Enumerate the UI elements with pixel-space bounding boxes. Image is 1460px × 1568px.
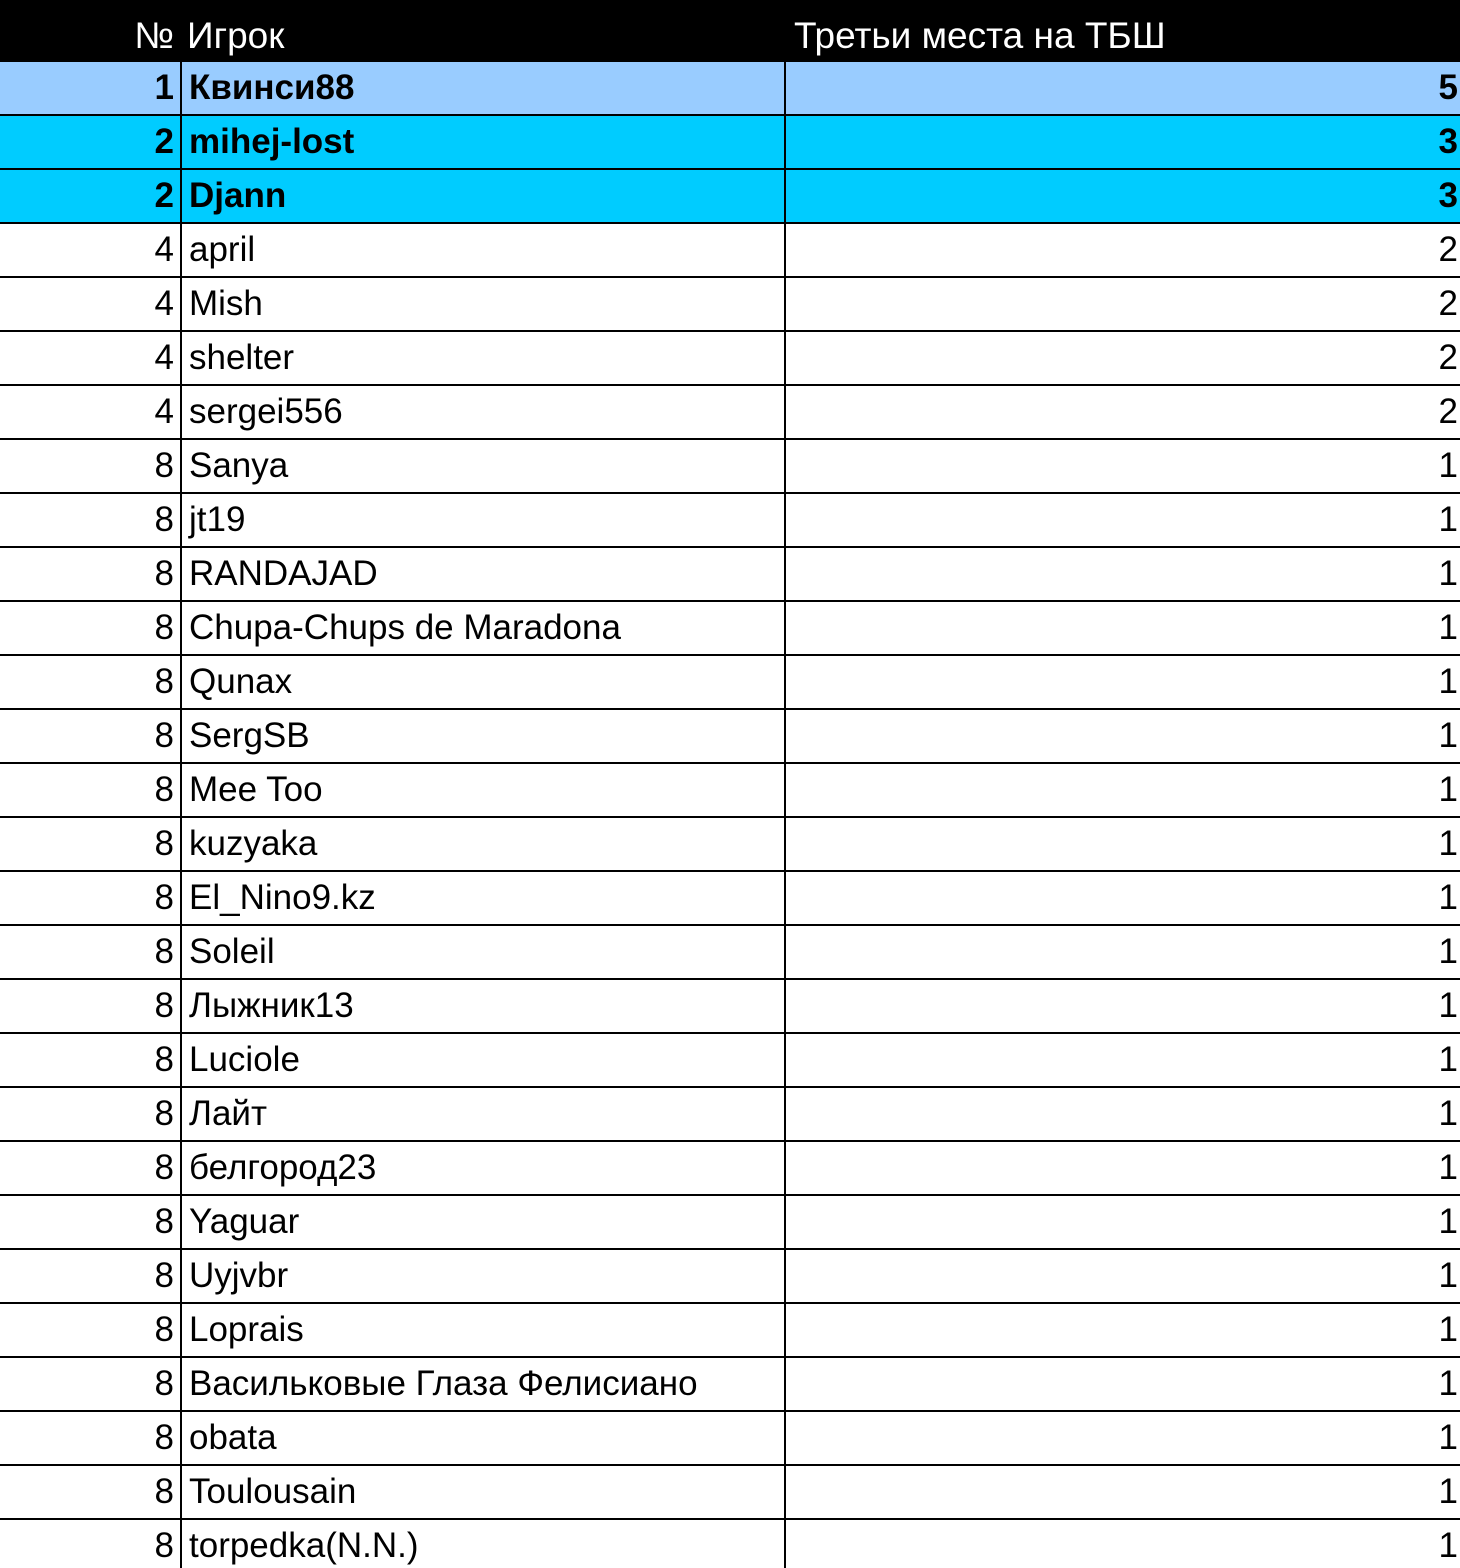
rank-cell[interactable]: 8 bbox=[154, 878, 174, 917]
player-cell[interactable]: Mee Too bbox=[180, 764, 786, 816]
rank-cell[interactable]: 8 bbox=[154, 1526, 174, 1565]
player-cell[interactable]: белгород23 bbox=[180, 1142, 786, 1194]
third-places-cell[interactable]: 1 bbox=[1438, 1148, 1458, 1187]
header-player[interactable]: Игрок bbox=[187, 15, 285, 56]
rank-cell[interactable]: 8 bbox=[154, 446, 174, 485]
table-row[interactable] bbox=[0, 386, 1460, 440]
third-places-cell[interactable]: 2 bbox=[1438, 392, 1458, 431]
table-row[interactable] bbox=[0, 1250, 1460, 1304]
rank-cell[interactable]: 8 bbox=[154, 1202, 174, 1241]
player-cell[interactable]: Chupa-Chups de Maradona bbox=[180, 602, 786, 654]
table-row[interactable] bbox=[0, 764, 1460, 818]
player-cell[interactable]: Loprais bbox=[180, 1304, 786, 1356]
player-cell[interactable]: april bbox=[180, 224, 786, 276]
third-places-cell[interactable]: 1 bbox=[1438, 1094, 1458, 1133]
player-cell[interactable]: Yaguar bbox=[180, 1196, 786, 1248]
third-places-cell[interactable]: 2 bbox=[1438, 338, 1458, 377]
third-places-cell[interactable]: 1 bbox=[1438, 932, 1458, 971]
third-places-cell[interactable]: 1 bbox=[1438, 986, 1458, 1025]
table-header bbox=[0, 0, 1460, 62]
rank-cell[interactable]: 8 bbox=[154, 824, 174, 863]
rank-cell[interactable]: 8 bbox=[154, 554, 174, 593]
rank-cell[interactable]: 8 bbox=[154, 1040, 174, 1079]
table-row[interactable] bbox=[0, 926, 1460, 980]
table-row[interactable] bbox=[0, 278, 1460, 332]
player-cell[interactable]: Djann bbox=[180, 170, 786, 222]
table-row[interactable] bbox=[0, 656, 1460, 710]
third-places-cell[interactable]: 1 bbox=[1438, 1418, 1458, 1457]
player-cell[interactable]: jt19 bbox=[180, 494, 786, 546]
player-cell[interactable]: Васильковые Глаза Фелисиано bbox=[180, 1358, 786, 1410]
third-places-cell[interactable]: 1 bbox=[1438, 1256, 1458, 1295]
player-cell[interactable]: mihej-lost bbox=[180, 116, 786, 168]
player-cell[interactable]: Лыжник13 bbox=[180, 980, 786, 1032]
player-cell[interactable]: RANDAJAD bbox=[180, 548, 786, 600]
rank-cell[interactable]: 4 bbox=[154, 284, 174, 323]
third-places-cell[interactable]: 1 bbox=[1438, 824, 1458, 863]
rank-cell[interactable]: 4 bbox=[154, 392, 174, 431]
rank-cell[interactable]: 8 bbox=[154, 1094, 174, 1133]
rank-cell[interactable]: 2 bbox=[154, 122, 174, 161]
third-places-cell[interactable]: 1 bbox=[1438, 1040, 1458, 1079]
third-places-cell[interactable]: 1 bbox=[1438, 1364, 1458, 1403]
rank-cell[interactable]: 8 bbox=[154, 932, 174, 971]
rank-cell[interactable]: 4 bbox=[154, 230, 174, 269]
rank-cell[interactable]: 8 bbox=[154, 1310, 174, 1349]
player-cell[interactable]: Квинси88 bbox=[180, 62, 786, 114]
table-row[interactable] bbox=[0, 980, 1460, 1034]
third-places-cell[interactable]: 1 bbox=[1438, 500, 1458, 539]
third-places-cell[interactable]: 1 bbox=[1438, 1472, 1458, 1511]
rank-cell[interactable]: 8 bbox=[154, 662, 174, 701]
rank-cell[interactable]: 8 bbox=[154, 1148, 174, 1187]
third-places-cell[interactable]: 5 bbox=[1438, 68, 1458, 107]
table-row[interactable] bbox=[0, 332, 1460, 386]
player-cell[interactable]: kuzyaka bbox=[180, 818, 786, 870]
table-row[interactable] bbox=[0, 1412, 1460, 1466]
player-cell[interactable]: Mish bbox=[180, 278, 786, 330]
rank-cell[interactable]: 4 bbox=[154, 338, 174, 377]
player-cell[interactable]: shelter bbox=[180, 332, 786, 384]
table-row[interactable] bbox=[0, 1520, 1460, 1568]
table-row[interactable] bbox=[0, 62, 1460, 116]
table-row[interactable] bbox=[0, 710, 1460, 764]
player-cell[interactable]: obata bbox=[180, 1412, 786, 1464]
third-places-cell[interactable]: 1 bbox=[1438, 878, 1458, 917]
rank-cell[interactable]: 8 bbox=[154, 716, 174, 755]
player-cell[interactable]: Qunax bbox=[180, 656, 786, 708]
third-places-cell[interactable]: 1 bbox=[1438, 554, 1458, 593]
table-row[interactable] bbox=[0, 440, 1460, 494]
player-cell[interactable]: Toulousain bbox=[180, 1466, 786, 1518]
third-places-cell[interactable]: 1 bbox=[1438, 446, 1458, 485]
rank-cell[interactable]: 8 bbox=[154, 608, 174, 647]
rank-cell[interactable]: 8 bbox=[154, 1418, 174, 1457]
table-row[interactable] bbox=[0, 1088, 1460, 1142]
table-row[interactable] bbox=[0, 818, 1460, 872]
third-places-cell[interactable]: 1 bbox=[1438, 662, 1458, 701]
player-cell[interactable]: torpedka(N.N.) bbox=[180, 1520, 786, 1568]
third-places-cell[interactable]: 1 bbox=[1438, 1202, 1458, 1241]
player-cell[interactable]: Лайт bbox=[180, 1088, 786, 1140]
rank-cell[interactable]: 8 bbox=[154, 500, 174, 539]
table-row[interactable] bbox=[0, 602, 1460, 656]
third-places-cell[interactable]: 1 bbox=[1438, 770, 1458, 809]
rank-cell[interactable]: 8 bbox=[154, 986, 174, 1025]
player-cell[interactable]: Soleil bbox=[180, 926, 786, 978]
table-body bbox=[0, 62, 1460, 1568]
table-row[interactable] bbox=[0, 116, 1460, 170]
table-row[interactable] bbox=[0, 1142, 1460, 1196]
table-row[interactable] bbox=[0, 224, 1460, 278]
rank-cell[interactable]: 8 bbox=[154, 1256, 174, 1295]
player-cell[interactable]: Uyjvbr bbox=[180, 1250, 786, 1302]
table-row[interactable] bbox=[0, 170, 1460, 224]
player-cell[interactable]: Sanya bbox=[180, 440, 786, 492]
header-number[interactable]: № bbox=[134, 15, 174, 56]
third-places-cell[interactable]: 3 bbox=[1438, 122, 1458, 161]
player-cell[interactable]: Luciole bbox=[180, 1034, 786, 1086]
header-third-places[interactable]: Третьи места на ТБШ bbox=[794, 15, 1166, 56]
table-row[interactable] bbox=[0, 548, 1460, 602]
third-places-cell[interactable]: 1 bbox=[1438, 1310, 1458, 1349]
table-row[interactable] bbox=[0, 1034, 1460, 1088]
table-row[interactable] bbox=[0, 872, 1460, 926]
third-places-cell[interactable]: 1 bbox=[1438, 716, 1458, 755]
player-cell[interactable]: sergei556 bbox=[180, 386, 786, 438]
player-cell[interactable]: El_Nino9.kz bbox=[180, 872, 786, 924]
third-places-cell[interactable]: 2 bbox=[1438, 230, 1458, 269]
table-row[interactable] bbox=[0, 1196, 1460, 1250]
third-places-cell[interactable]: 2 bbox=[1438, 284, 1458, 323]
rank-cell[interactable]: 8 bbox=[154, 770, 174, 809]
third-places-cell[interactable]: 1 bbox=[1438, 1526, 1458, 1565]
rank-cell[interactable]: 2 bbox=[154, 176, 174, 215]
third-places-cell[interactable]: 1 bbox=[1438, 608, 1458, 647]
table-row[interactable] bbox=[0, 1304, 1460, 1358]
rank-cell[interactable]: 8 bbox=[154, 1472, 174, 1511]
player-cell[interactable]: SergSB bbox=[180, 710, 786, 762]
rank-cell[interactable]: 1 bbox=[154, 68, 174, 107]
table-row[interactable] bbox=[0, 1466, 1460, 1520]
table-row[interactable] bbox=[0, 1358, 1460, 1412]
third-places-cell[interactable]: 3 bbox=[1438, 176, 1458, 215]
rank-cell[interactable]: 8 bbox=[154, 1364, 174, 1403]
table-row[interactable] bbox=[0, 494, 1460, 548]
